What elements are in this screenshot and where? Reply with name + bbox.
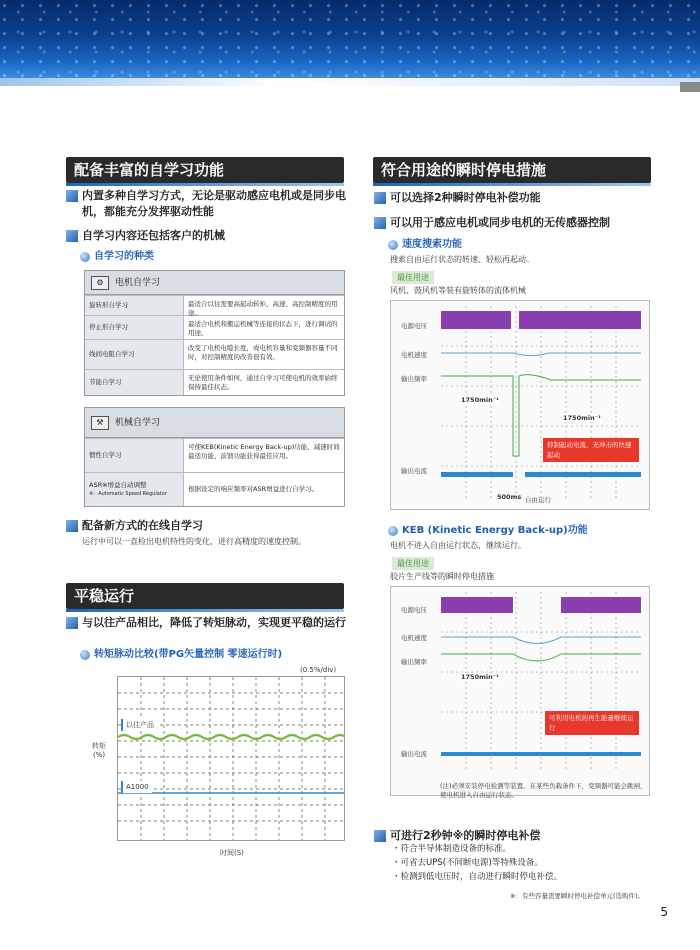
- ripple-ylabel: 转矩(%): [92, 742, 106, 759]
- scope1-value-right: 1750min⁻¹: [563, 414, 601, 422]
- section-title-self-learning: 配备丰富的自学习功能: [66, 157, 344, 183]
- side-tab: [680, 82, 700, 92]
- label-a1000: A1000: [121, 781, 152, 793]
- row-desc: 根据设定的响应频率对ASR增益进行自学习。: [188, 485, 319, 493]
- section-title-smooth: 平稳运行: [66, 583, 344, 609]
- label-old-product: 以往产品: [121, 719, 157, 731]
- table-row: [85, 339, 344, 369]
- header-stripe: [0, 78, 700, 86]
- scope2-svg: [441, 592, 641, 772]
- scope2-note: 可利用电机的再生能量继续运行: [545, 711, 639, 735]
- header-banner: [0, 0, 700, 78]
- bullet-3: ・检测到低电压时，自动进行瞬时停电补偿。: [392, 872, 563, 882]
- scope2-plot: [441, 592, 641, 772]
- row-desc: 可使KEB(Kinetic Energy Back-up)功能、减速时间最适功能、前馈功能获得最佳应用。: [188, 443, 340, 460]
- heading-keb: KEB (Kinetic Energy Back-up)功能: [388, 524, 588, 538]
- row-name: 停止形自学习: [85, 316, 184, 339]
- heading-smooth: 与以往产品相比，降低了转矩脉动，实现更平稳的运行: [66, 615, 351, 631]
- scope1-label-frequency: 输出频率: [401, 375, 427, 383]
- heading-contents: 自学习内容还包括客户的机械: [66, 228, 351, 244]
- row-desc: 无论使用条件如何，通过自学习可使电机的效率始终保持最佳状态。: [188, 374, 338, 391]
- machine-icon: ⚒: [91, 416, 109, 430]
- row-desc: 最适合电机和搬运机械等连接的状态下，进行调试的用途。: [188, 320, 338, 337]
- scope1-label-voltage: 电源电压: [401, 322, 427, 330]
- scope1-free-run: 自由运行: [525, 496, 551, 504]
- keb-text: 电机不进入自由运行状态，继续运行。: [390, 541, 526, 550]
- row-name: 旋转形自学习: [85, 296, 184, 315]
- scope1-time: 500ms: [497, 493, 522, 501]
- motor-table-title: 电机自学习: [115, 278, 161, 288]
- tag-best-use-1: 最佳用途: [392, 271, 434, 284]
- heading-types: 自学习的种类: [80, 250, 154, 264]
- keb-use: 胶片生产线等的瞬时停电措施: [390, 572, 494, 581]
- speed-search-use: 风机、鼓风机等装有旋转体的流体机械: [390, 286, 526, 295]
- machine-table-header: [85, 408, 344, 438]
- row-desc: 最适合以往需要高起动转矩、高速、高控制精度的用途。: [188, 300, 338, 317]
- motor-table-header: [85, 271, 344, 295]
- table-row: [85, 295, 344, 315]
- power-loss-footnote: ※：有些容量需要瞬时停电补偿单元(选购件)。: [510, 892, 645, 900]
- heading-rich-learning: 内置多种自学习方式，无论是驱动感应电机或是同步电机，都能充分发挥驱动性能: [66, 188, 351, 220]
- bullet-2: ・可省去UPS(不间断电源)等特殊设备。: [392, 858, 543, 868]
- speed-search-scope: [390, 300, 650, 510]
- bullet-1: ・符合半导体制造设备的标准。: [392, 844, 512, 854]
- scope2-value: 1750min⁻¹: [461, 673, 499, 681]
- ripple-xlabel: 时间(S): [220, 849, 244, 857]
- table-row: [85, 315, 344, 339]
- page-number: 5: [660, 905, 668, 919]
- machine-learning-table: [84, 407, 345, 507]
- heading-speed-search: 速度搜索功能: [388, 238, 462, 252]
- asr-name: ASR※增益自动调整: [89, 480, 147, 489]
- motor-learning-table: [84, 270, 345, 396]
- row-name: [85, 473, 184, 506]
- scale-label: (0.5%/div): [300, 666, 337, 674]
- scope1-note: 抑制起动电流，无冲击的快速起动: [543, 438, 639, 462]
- scope2-label-voltage: 电源电压: [401, 606, 427, 614]
- online-text: 运行中可以一直检出电机特性的变化，进行高精度的速度控制。: [82, 537, 306, 546]
- old-product-line: [118, 735, 345, 739]
- scope2-label-speed: 电机速度: [401, 634, 427, 642]
- motor-icon: ⚙: [91, 276, 109, 290]
- table-row: [85, 369, 344, 395]
- row-name: 惯性自学习: [85, 439, 184, 472]
- machine-table-title: 机械自学习: [115, 418, 161, 428]
- keb-scope: [390, 586, 650, 796]
- scope2-label-current: 输出电流: [401, 750, 427, 758]
- tag-best-use-2: 最佳用途: [392, 557, 434, 570]
- table-row: [85, 438, 344, 472]
- row-desc: 改变了电机电缆长度，或电机容量和变频器容量不同时，对控制精度的改善很有效。: [188, 344, 338, 361]
- heading-two-modes: 可以选择2种瞬时停电补偿功能: [374, 190, 654, 206]
- heading-sensorless: 可以用于感应电机或同步电机的无传感器控制: [374, 215, 654, 231]
- table-row: [85, 472, 344, 506]
- speed-search-text: 搜索自由运行状态的转速、轻松再起动。: [390, 255, 534, 264]
- section-title-power-loss: 符合用途的瞬时停电措施: [373, 157, 651, 183]
- row-name: 节能自学习: [85, 370, 184, 395]
- row-name: 线间电阻自学习: [85, 340, 184, 369]
- scope1-label-speed: 电机速度: [401, 351, 427, 359]
- heading-2sec: 可进行2秒钟※的瞬时停电补偿: [374, 828, 654, 844]
- heading-ripple: 转矩脉动比较(带PG矢量控制 零速运行时): [80, 648, 282, 662]
- keb-footnote: (注)必须安装停电检测等装置。在某些负载条件下，变频器可能会跳闸，使电机进入自由运行状态。: [440, 782, 647, 799]
- scope1-label-current: 输出电流: [401, 467, 427, 475]
- heading-online: 配备新方式的在线自学习: [66, 518, 351, 534]
- scope2-label-frequency: 输出频率: [401, 658, 427, 666]
- ripple-chart-svg: [118, 677, 345, 841]
- scope1-value-left: 1750min⁻¹: [461, 396, 499, 404]
- asr-sub: ※：Automatic Speed Regulator: [89, 490, 167, 497]
- ripple-chart: [117, 676, 345, 841]
